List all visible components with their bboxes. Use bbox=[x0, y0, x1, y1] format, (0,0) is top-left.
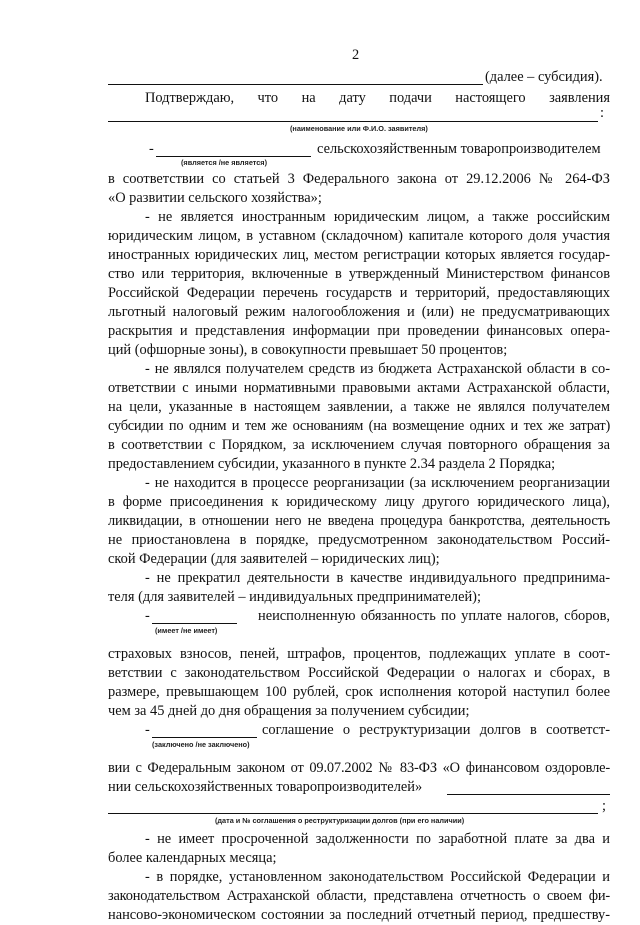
paragraph-9-line: - в порядке, установленном законодательством Российской Федерации и bbox=[145, 869, 610, 885]
obligation-status-line[interactable] bbox=[152, 623, 237, 624]
restructuring-text: соглашение о реструктуризации долгов в соответст- bbox=[262, 722, 610, 738]
paragraph-4-line: - не находится в процессе реорганизации (за исключением реорганизации bbox=[145, 475, 610, 491]
paragraph-2-line: ство или территория, включенные в утвержденный Министерством финансов bbox=[108, 266, 610, 282]
restructuring-dash: - bbox=[145, 722, 150, 738]
paragraph-8-line: - не имеет просроченной задолженности по заработной плате за два и bbox=[145, 831, 610, 847]
paragraph-9-line: нансово-экономическом состоянии за последний отчетный период, предшеству- bbox=[108, 907, 610, 923]
paragraph-1-line: «О развитии сельского хозяйства»; bbox=[108, 190, 322, 206]
paragraph-6-line: размере, превышающем 100 рублей, срок исполнения которой наступил более bbox=[108, 684, 610, 700]
restructuring-status-line[interactable] bbox=[152, 737, 257, 738]
paragraph-2-line: иностранных юридических лиц, местом регистрации которых является государ- bbox=[108, 247, 610, 263]
paragraph-5-line: - не прекратил деятельности в качестве индивидуального предпринима- bbox=[145, 570, 610, 586]
paragraph-6-line: страховых взносов, пеней, штрафов, процентов, подлежащих уплате в соот- bbox=[108, 646, 610, 662]
agreement-caption: (дата и № соглашения о реструктуризации долгов (при его наличии) bbox=[215, 816, 465, 825]
page-number: 2 bbox=[352, 47, 360, 63]
paragraph-3-line: на цели, указанные в настоящем заявлении, а также не являлся получателем bbox=[108, 399, 610, 415]
paragraph-3-line: ответствии с иными нормативными правовыми актами Астраханской области, bbox=[108, 380, 610, 396]
subsidy-suffix: (далее – субсидия). bbox=[485, 69, 603, 85]
producer-caption: (является /не является) bbox=[181, 158, 267, 167]
paragraph-2-line: ций (офшорные зоны), в совокупности превышает 50 процентов; bbox=[108, 342, 508, 358]
confirm-line: Подтверждаю, что на дату подачи настоящего заявления bbox=[145, 90, 610, 106]
agreement-tail-line[interactable] bbox=[447, 794, 610, 795]
producer-status-line[interactable] bbox=[156, 156, 311, 157]
paragraph-3-line: предоставлением субсидии, указанного в пункте 2.34 раздела 2 Порядка; bbox=[108, 456, 556, 472]
paragraph-7-line: вии с Федеральным законом от 09.07.2002 № 83-ФЗ «О финансовом оздоровле- bbox=[108, 760, 610, 776]
applicant-caption: (наименование или Ф.И.О. заявителя) bbox=[290, 124, 428, 133]
paragraph-2-line: льготный налоговый режим налогообложения и (или) не предусматривающих bbox=[108, 304, 610, 320]
paragraph-2-line: - не является иностранным юридическим лицом, а также российским bbox=[145, 209, 610, 225]
paragraph-4-line: ликвидации, в отношении него не введена процедура банкротства, деятельность bbox=[108, 513, 610, 529]
paragraph-8-line: более календарных месяца; bbox=[108, 850, 277, 866]
producer-dash: - bbox=[149, 141, 154, 157]
paragraph-9-line: законодательством Астраханской области, представлена отчетность о своем фи- bbox=[108, 888, 610, 904]
paragraph-4-line: ской Федерации (для заявителей – юридических лиц); bbox=[108, 551, 440, 567]
obligation-caption: (имеет /не имеет) bbox=[155, 626, 218, 635]
subsidy-name-line[interactable] bbox=[108, 84, 483, 85]
paragraph-2-line: Российской Федерации перечень государств и территорий, предоставляющих bbox=[108, 285, 610, 301]
paragraph-2-line: раскрытия и представления информации при проведении финансовых опера- bbox=[108, 323, 610, 339]
restructuring-caption: (заключено /не заключено) bbox=[152, 740, 250, 749]
obligation-text: неисполненную обязанность по уплате налогов, сборов, bbox=[258, 608, 610, 624]
producer-text: сельскохозяйственным товаропроизводителем bbox=[317, 141, 601, 157]
obligation-dash: - bbox=[145, 608, 150, 624]
paragraph-6-line: ветствии с законодательством Российской Федерации о налогах и сборах, в bbox=[108, 665, 610, 681]
colon: : bbox=[600, 105, 604, 121]
agreement-line[interactable] bbox=[108, 813, 598, 814]
paragraph-1-line: в соответствии со статьей 3 Федерального закона от 29.12.2006 № 264-ФЗ bbox=[108, 171, 610, 187]
paragraph-3-line: - не являлся получателем средств из бюджета Астраханской области в со- bbox=[145, 361, 610, 377]
paragraph-4-line: не приостановлена в порядке, предусмотренном законодательством Россий- bbox=[108, 532, 610, 548]
paragraph-2-line: юридическим лицом, в уставном (складочном) капитале которого доля участия bbox=[108, 228, 610, 244]
paragraph-7-line: нии сельскохозяйственных товаропроизводителей» bbox=[108, 779, 423, 795]
paragraph-4-line: в форме присоединения к юридическому лицу другого юридического лица), bbox=[108, 494, 610, 510]
paragraph-3-line: субсидии по одним и тем же основаниям (на возмещение одних и тех же затрат) bbox=[108, 418, 610, 434]
agreement-semicolon: ; bbox=[602, 798, 606, 814]
applicant-name-line[interactable] bbox=[108, 121, 598, 122]
paragraph-3-line: в соответствии с Порядком, за исключением случая повторного обращения за bbox=[108, 437, 610, 453]
paragraph-6-line: чем за 45 дней до дня обращения за получением субсидии; bbox=[108, 703, 470, 719]
paragraph-5-line: теля (для заявителей – индивидуальных предпринимателей); bbox=[108, 589, 481, 605]
